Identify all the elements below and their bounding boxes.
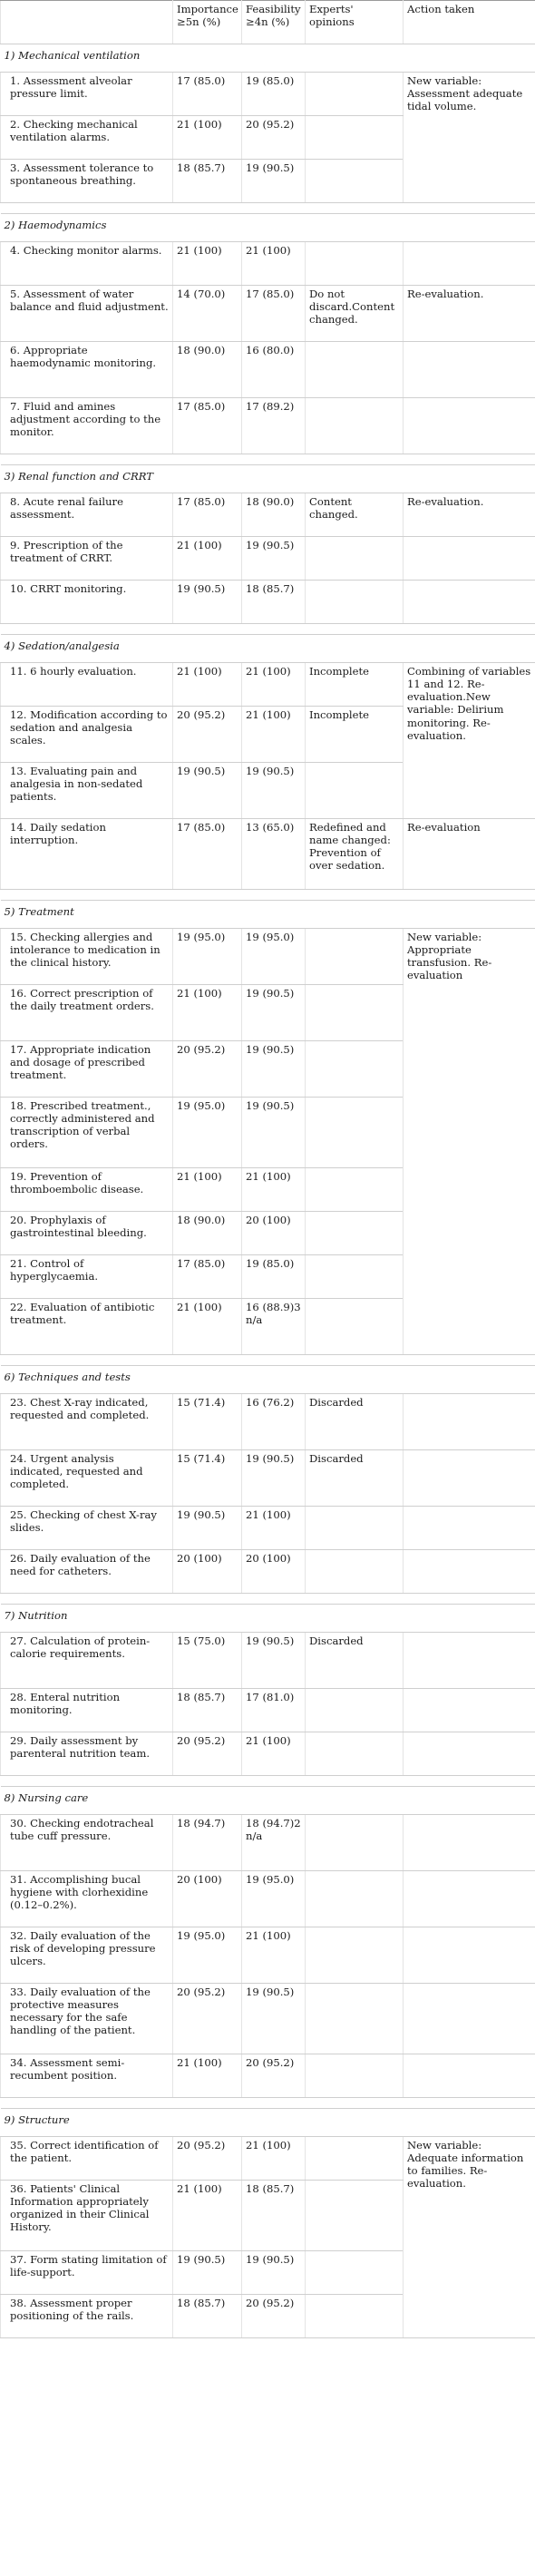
section-header-row [1,635,535,663]
importance-cell: 21 (100) [173,242,242,286]
feasibility-cell: 19 (90.5) [242,1098,306,1168]
table-header [1,1,535,44]
opinion-cell [306,342,404,398]
spacer-cell [1,2098,535,2109]
opinion-cell [306,1168,404,1212]
indicator-cell: 29. Daily assessment by parenteral nutrition team. [1,1732,173,1776]
table-row [1,1450,535,1507]
feasibility-cell: 19 (90.5) [242,1984,306,2054]
feasibility-cell: 21 (100) [242,2137,306,2181]
opinion-cell [306,1041,404,1098]
importance-cell: 20 (100) [173,1550,242,1594]
section-header-row [1,2109,535,2137]
feasibility-cell: 19 (90.5) [242,763,306,819]
feasibility-cell: 19 (90.5) [242,160,306,203]
feasibility-cell: 17 (89.2) [242,398,306,454]
feasibility-cell: 16 (76.2) [242,1394,306,1450]
section-header-row [1,1605,535,1633]
importance-cell: 18 (90.0) [173,342,242,398]
action-cell [404,537,535,581]
indicator-cell: 7. Fluid and amines adjustment according to the monitor. [1,398,173,454]
table-row [1,929,535,985]
indicator-cell: 37. Form stating limitation of life-support. [1,2251,173,2295]
opinion-cell [306,1098,404,1168]
importance-cell: 17 (85.0) [173,493,242,537]
section-title: 5) Treatment [1,901,535,929]
indicator-cell: 11. 6 hourly evaluation. [1,663,173,707]
section-header-row [1,1787,535,1815]
table-row [1,1550,535,1594]
action-cell: Combining of variables 11 and 12. Re-evaluation.New variable: Delirium monitoring. Re-evaluation. [404,663,535,819]
feasibility-cell: 19 (90.5) [242,1041,306,1098]
opinion-cell [306,985,404,1041]
importance-cell: 21 (100) [173,2181,242,2251]
section-spacer [1,1355,535,1366]
importance-cell: 20 (95.2) [173,1732,242,1776]
opinion-cell: Discarded [306,1450,404,1507]
section-header-row [1,465,535,493]
section-spacer [1,1594,535,1605]
action-cell [404,2054,535,2098]
header-feasibility: Feasibility ≥4n (%) [242,1,306,44]
importance-cell: 15 (71.4) [173,1394,242,1450]
spacer-cell [1,1594,535,1605]
table-row [1,1871,535,1927]
section-spacer [1,454,535,465]
feasibility-cell: 19 (90.5) [242,2251,306,2295]
feasibility-cell: 21 (100) [242,1507,306,1550]
section-header-row [1,1366,535,1394]
section-header-row [1,44,535,73]
table-row [1,1927,535,1984]
table-row [1,1633,535,1689]
opinion-cell [306,1550,404,1594]
indicator-cell: 12. Modification according to sedation and analgesia scales. [1,707,173,763]
indicator-cell: 2. Checking mechanical ventilation alarms. [1,116,173,160]
table-row [1,1689,535,1732]
importance-cell: 15 (71.4) [173,1450,242,1507]
opinion-cell [306,1255,404,1299]
importance-cell: 20 (95.2) [173,2137,242,2181]
indicator-cell: 35. Correct identification of the patient. [1,2137,173,2181]
importance-cell: 20 (95.2) [173,1984,242,2054]
indicator-cell: 24. Urgent analysis indicated, requested and completed. [1,1450,173,1507]
indicator-cell: 23. Chest X-ray indicated, requested and completed. [1,1394,173,1450]
table-row [1,73,535,116]
section-title: 7) Nutrition [1,1605,535,1633]
importance-cell: 18 (85.7) [173,160,242,203]
importance-cell: 19 (95.0) [173,929,242,985]
header-indicator [1,1,173,44]
feasibility-cell: 18 (85.7) [242,2181,306,2251]
opinion-cell [306,116,404,160]
action-cell [404,1450,535,1507]
action-cell: New variable: Assessment adequate tidal volume. [404,73,535,203]
action-cell [404,398,535,454]
opinion-cell [306,1689,404,1732]
opinion-cell: Incomplete [306,707,404,763]
opinion-cell: Incomplete [306,663,404,707]
section-title: 6) Techniques and tests [1,1366,535,1394]
feasibility-cell: 21 (100) [242,1927,306,1984]
importance-cell: 21 (100) [173,1299,242,1355]
action-cell [404,1984,535,2054]
opinion-cell: Discarded [306,1633,404,1689]
table-row [1,286,535,342]
opinion-cell [306,1871,404,1927]
spacer-cell [1,454,535,465]
feasibility-cell: 19 (85.0) [242,1255,306,1299]
feasibility-cell: 18 (94.7)2 n/a [242,1815,306,1871]
action-cell [404,1815,535,1871]
table-row [1,663,535,707]
indicator-cell: 4. Checking monitor alarms. [1,242,173,286]
section-title: 8) Nursing care [1,1787,535,1815]
indicator-cell: 20. Prophylaxis of gastrointestinal bleeding. [1,1212,173,1255]
section-title: 4) Sedation/analgesia [1,635,535,663]
importance-cell: 19 (90.5) [173,763,242,819]
indicator-cell: 28. Enteral nutrition monitoring. [1,1689,173,1732]
spacer-cell [1,890,535,901]
action-cell [404,1732,535,1776]
action-cell [404,1689,535,1732]
spacer-cell [1,1776,535,1787]
importance-cell: 19 (95.0) [173,1098,242,1168]
feasibility-cell: 19 (95.0) [242,929,306,985]
indicator-cell: 26. Daily evaluation of the need for catheters. [1,1550,173,1594]
feasibility-cell: 19 (90.5) [242,985,306,1041]
section-header-row [1,214,535,242]
feasibility-cell: 19 (95.0) [242,1871,306,1927]
indicator-cell: 22. Evaluation of antibiotic treatment. [1,1299,173,1355]
table-row [1,581,535,624]
table-body [1,44,535,2338]
table-row [1,1732,535,1776]
importance-cell: 17 (85.0) [173,819,242,890]
indicator-cell: 16. Correct prescription of the daily treatment orders. [1,985,173,1041]
importance-cell: 21 (100) [173,985,242,1041]
indicator-cell: 10. CRRT monitoring. [1,581,173,624]
table-row [1,342,535,398]
feasibility-cell: 13 (65.0) [242,819,306,890]
feasibility-cell: 19 (85.0) [242,73,306,116]
feasibility-cell: 19 (90.5) [242,537,306,581]
table-row [1,819,535,890]
feasibility-cell: 20 (100) [242,1212,306,1255]
table-row [1,537,535,581]
feasibility-cell: 19 (90.5) [242,1450,306,1507]
table-row [1,242,535,286]
action-cell: New variable: Appropriate transfusion. Re-evaluation [404,929,535,1355]
opinion-cell [306,242,404,286]
opinion-cell [306,1815,404,1871]
table-row [1,1984,535,2054]
importance-cell: 20 (100) [173,1871,242,1927]
feasibility-cell: 16 (80.0) [242,342,306,398]
importance-cell: 21 (100) [173,663,242,707]
indicator-cell: 32. Daily evaluation of the risk of developing pressure ulcers. [1,1927,173,1984]
opinion-cell [306,1732,404,1776]
table-row [1,398,535,454]
action-cell [404,1633,535,1689]
opinion-cell [306,763,404,819]
importance-cell: 21 (100) [173,116,242,160]
feasibility-cell: 21 (100) [242,1732,306,1776]
table-row [1,2137,535,2181]
opinion-cell [306,2137,404,2181]
importance-cell: 20 (95.2) [173,707,242,763]
action-cell [404,1550,535,1594]
feasibility-cell: 21 (100) [242,242,306,286]
indicator-cell: 19. Prevention of thromboembolic disease. [1,1168,173,1212]
indicator-cell: 1. Assessment alveolar pressure limit. [1,73,173,116]
indicator-cell: 14. Daily sedation interruption. [1,819,173,890]
indicator-cell: 15. Checking allergies and intolerance to medication in the clinical history. [1,929,173,985]
opinion-cell [306,2295,404,2338]
action-cell [404,1507,535,1550]
feasibility-cell: 18 (85.7) [242,581,306,624]
action-cell [404,342,535,398]
feasibility-cell: 19 (90.5) [242,1633,306,1689]
action-cell: Re-evaluation [404,819,535,890]
indicator-cell: 17. Appropriate indication and dosage of prescribed treatment. [1,1041,173,1098]
section-spacer [1,890,535,901]
opinion-cell: Discarded [306,1394,404,1450]
header-row [1,1,535,44]
section-spacer [1,624,535,635]
action-cell: Re-evaluation. [404,286,535,342]
opinion-cell [306,1507,404,1550]
action-cell [404,1871,535,1927]
opinion-cell [306,581,404,624]
feasibility-cell: 16 (88.9)3 n/a [242,1299,306,1355]
importance-cell: 21 (100) [173,2054,242,2098]
feasibility-cell: 20 (95.2) [242,2054,306,2098]
indicator-cell: 8. Acute renal failure assessment. [1,493,173,537]
header-experts-opinions: Experts' opinions [306,1,404,44]
opinion-cell [306,1927,404,1984]
opinion-cell [306,2054,404,2098]
importance-cell: 19 (90.5) [173,2251,242,2295]
indicator-cell: 18. Prescribed treatment., correctly administered and transcription of verbal orders. [1,1098,173,1168]
table-row [1,493,535,537]
opinion-cell [306,537,404,581]
opinion-cell: Do not discard.Content changed. [306,286,404,342]
feasibility-cell: 20 (100) [242,1550,306,1594]
feasibility-cell: 21 (100) [242,1168,306,1212]
action-cell [404,242,535,286]
importance-cell: 21 (100) [173,1168,242,1212]
importance-cell: 18 (90.0) [173,1212,242,1255]
section-spacer [1,2098,535,2109]
feasibility-cell: 20 (95.2) [242,116,306,160]
section-title: 9) Structure [1,2109,535,2137]
indicator-cell: 21. Control of hyperglycaemia. [1,1255,173,1299]
section-spacer [1,1776,535,1787]
opinion-cell: Content changed. [306,493,404,537]
importance-cell: 20 (95.2) [173,1041,242,1098]
indicator-cell: 27. Calculation of protein-calorie requirements. [1,1633,173,1689]
feasibility-cell: 20 (95.2) [242,2295,306,2338]
table-row [1,1507,535,1550]
opinion-cell [306,1212,404,1255]
feasibility-cell: 17 (81.0) [242,1689,306,1732]
opinion-cell: Redefined and name changed: Prevention of over sedation. [306,819,404,890]
feasibility-cell: 21 (100) [242,663,306,707]
indicator-cell: 34. Assessment semi-recumbent position. [1,2054,173,2098]
importance-cell: 18 (85.7) [173,2295,242,2338]
importance-cell: 19 (90.5) [173,581,242,624]
indicator-cell: 33. Daily evaluation of the protective measures necessary for the safe handling of the patient. [1,1984,173,2054]
section-title: 2) Haemodynamics [1,214,535,242]
action-cell [404,581,535,624]
importance-cell: 19 (90.5) [173,1507,242,1550]
spacer-cell [1,203,535,214]
table-row [1,1394,535,1450]
opinion-cell [306,929,404,985]
section-spacer [1,203,535,214]
importance-cell: 15 (75.0) [173,1633,242,1689]
importance-cell: 14 (70.0) [173,286,242,342]
feasibility-cell: 21 (100) [242,707,306,763]
action-cell [404,1394,535,1450]
opinion-cell [306,398,404,454]
header-action-taken: Action taken [404,1,535,44]
feasibility-cell: 18 (90.0) [242,493,306,537]
opinion-cell [306,160,404,203]
opinion-cell [306,73,404,116]
action-cell: Re-evaluation. [404,493,535,537]
indicator-cell: 25. Checking of chest X-ray slides. [1,1507,173,1550]
action-cell [404,1927,535,1984]
indicator-cell: 31. Accomplishing bucal hygiene with clorhexidine (0.12–0.2%). [1,1871,173,1927]
section-header-row [1,901,535,929]
importance-cell: 18 (94.7) [173,1815,242,1871]
table-row [1,2054,535,2098]
indicator-cell: 38. Assessment proper positioning of the rails. [1,2295,173,2338]
opinion-cell [306,2181,404,2251]
indicator-cell: 9. Prescription of the treatment of CRRT. [1,537,173,581]
section-title: 1) Mechanical ventilation [1,44,535,73]
indicator-cell: 5. Assessment of water balance and fluid adjustment. [1,286,173,342]
header-importance: Importance ≥5n (%) [173,1,242,44]
indicator-cell: 36. Patients' Clinical Information appropriately organized in their Clinical History. [1,2181,173,2251]
opinion-cell [306,1984,404,2054]
importance-cell: 21 (100) [173,537,242,581]
importance-cell: 19 (95.0) [173,1927,242,1984]
importance-cell: 17 (85.0) [173,1255,242,1299]
spacer-cell [1,624,535,635]
indicator-cell: 6. Appropriate haemodynamic monitoring. [1,342,173,398]
opinion-cell [306,1299,404,1355]
section-title: 3) Renal function and CRRT [1,465,535,493]
importance-cell: 17 (85.0) [173,73,242,116]
table-row [1,1815,535,1871]
spacer-cell [1,1355,535,1366]
feasibility-cell: 17 (85.0) [242,286,306,342]
indicator-cell: 30. Checking endotracheal tube cuff pressure. [1,1815,173,1871]
indicator-cell: 13. Evaluating pain and analgesia in non-sedated patients. [1,763,173,819]
action-cell: New variable: Adequate information to families. Re-evaluation. [404,2137,535,2338]
importance-cell: 18 (85.7) [173,1689,242,1732]
importance-cell: 17 (85.0) [173,398,242,454]
indicator-cell: 3. Assessment tolerance to spontaneous breathing. [1,160,173,203]
opinion-cell [306,2251,404,2295]
